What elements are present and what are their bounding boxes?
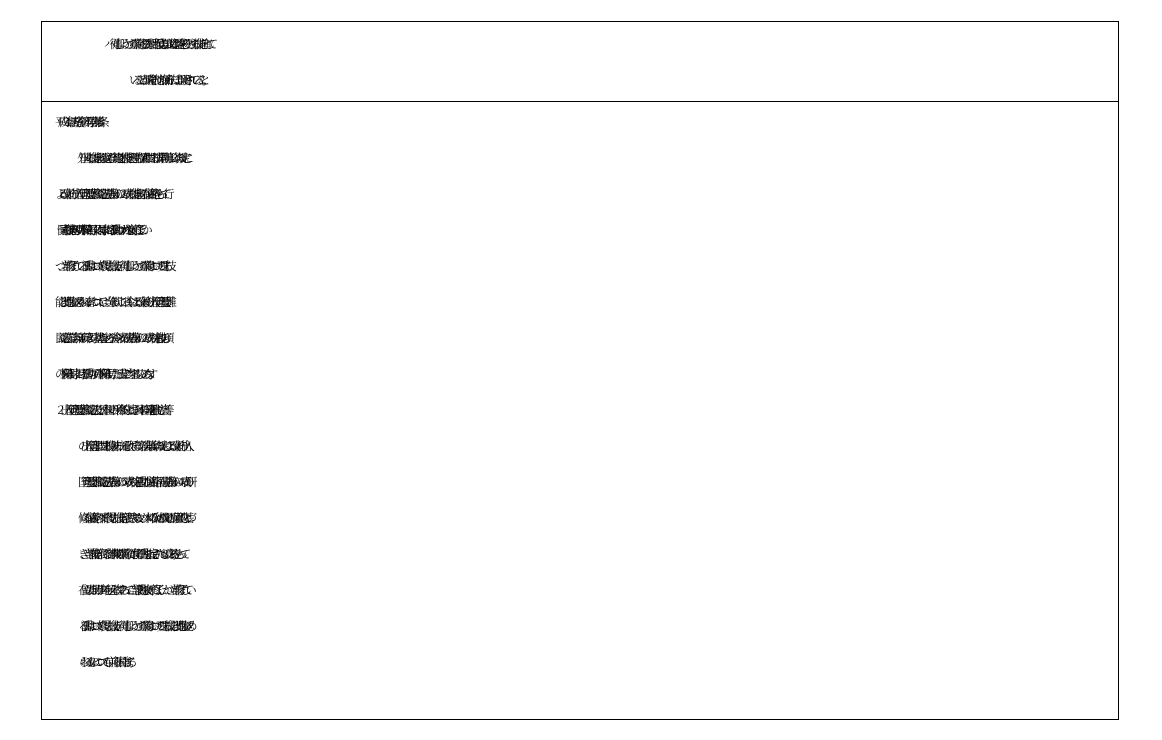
paragraph-1-line-2: よる改正前の出入国管理及び難民認定法別表第１の２の表の技能実習の在留資格をもって行 [55,187,166,201]
paragraph-1-line-7: の下欄第１号に掲げる活動の項の下欄第１号ただし書に該当するものとみなす。 [55,367,152,381]
paragraph-2-line-1: ２ 出入国管理及び難民認定法及び日本国との平和条約に基づき日本の国籍を離脱した者等 [55,403,166,417]
paragraph-1-line-4: つ、当該修了している活動において修得した技能が、従事しようとする業務において要する技 [55,259,168,273]
paragraph-1-line-5: 能と関連性が認められる者については、当分の間、この省令による改正後の出入国管理及び難 [55,295,169,309]
item-ha-line-2: いることが試験その他の評価方法により証明されていること。 [129,73,205,87]
paragraph-2-line-2: の出入国管理に関する特例法の一部を改正する等の法律第１条の規定による改正前の出入 [78,439,186,453]
item-ha-cell [42,22,1118,102]
supplementary-provision-cell [42,102,1118,719]
item-ha-line-1: ハ 従事しようとする業務に必要な相当程度の知識又は経験を必要とする技能を有して [104,37,210,51]
paragraph-2-line-7: る活動において修得した技能が、従事しようとする業務において要する技能と関連性が認め [78,619,189,633]
paragraph-2-line-8: られるものについても、前項と同様とする。 [78,655,132,669]
paragraph-2-line-6: 在留した期間が１年を超える者であって、当該活動を良好に修了し、かつ、当該修了してい [78,583,188,597]
article-title: 平成３１年法務省令第７号附則第８条 [55,115,101,129]
paragraph-2-line-4: 修の在留資格の下で修得した技能等に習熟するため、本邦の公私の機関との雇用契約に基づ [78,511,189,525]
paragraph-1-line-3: う同表の技能実習の項の下欄第２号イ又は同号ロに掲げる活動のいずれかを良好に修了し、か [55,223,144,237]
paragraph-1-line-6: 民認定法第７条第１項第２号の基準を定める省令の表の法別表第１の２の表の特定技能の項 [55,331,166,345]
paragraph-2-line-3: 国管理及び難民認定法別表第１の５の表の特定活動の在留資格（同法別表第１の４の表の研 [78,475,189,489]
paragraph-1-line-1: 外国人の技能実習の適正な実施及び技能実習生の保護に関する法律附則第１２条の規定に [77,151,185,165]
document-table [41,21,1119,720]
paragraph-2-line-5: き、当該技能等に係る当該機関の業務に従事する活動を指定されたものに限る。）をもって [78,547,183,561]
